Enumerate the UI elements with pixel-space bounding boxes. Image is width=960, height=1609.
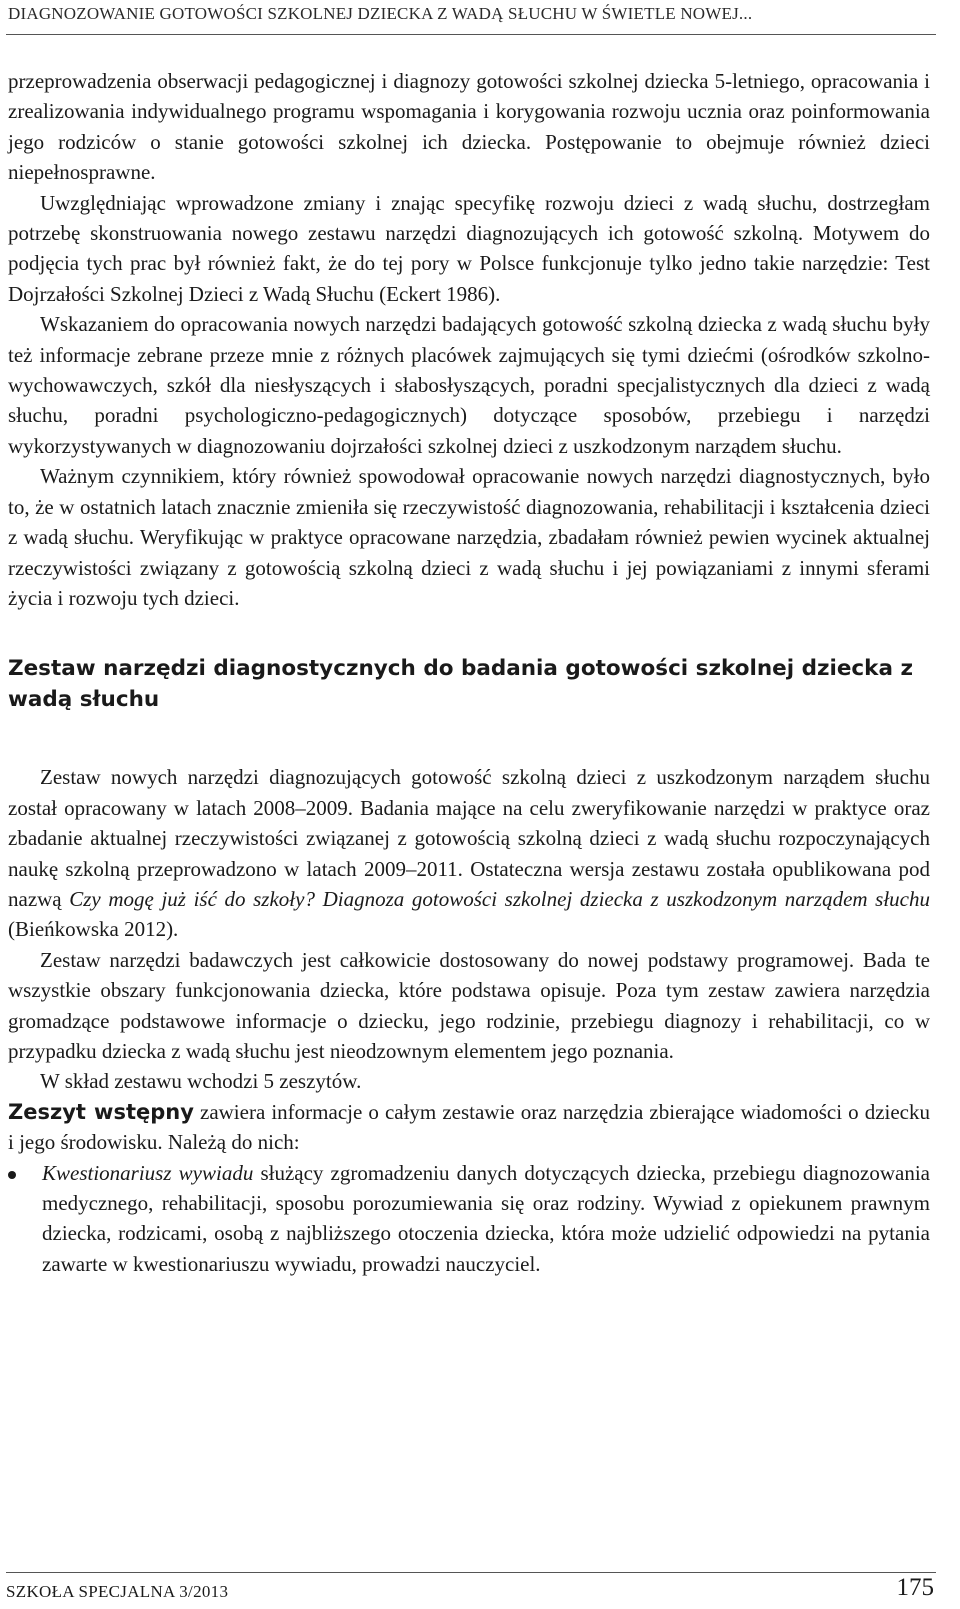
document-body: [8, 66, 930, 1279]
body-paragraph-1: przeprowadzenia obserwacji pedagogicznej i diagnozy gotowości szkolnej dziecka 5-letniego, opracowania i zrealizowania indywidualnego programu wspomagania i korygowania rozwoju ucznia oraz poinformowania jego rodziców o stanie gotowości szkolnej ich dziecka. Postępowanie to obejmuje również dzieci niepełnosprawne.: [8, 69, 930, 185]
zeszyt-wstepny-label: Zeszyt wstępny: [8, 1099, 194, 1124]
header-rule: [6, 34, 936, 35]
section-paragraph-2: Zestaw narzędzi badawczych jest całkowicie dostosowany do nowej podstawy programowej. Bada te wszystkie obszary funkcjonowania dziecka, które podstawa opisuje. Poza tym zestaw zawiera narzędzia gromadzące podstawowe informacje o dziecku, jego rodzinie, przebiegu diagnozy i rehabilitacji, co w przypadku dziecka z wadą słuchu jest nieodzownym elementem jego poznania.: [8, 947, 930, 1063]
section-paragraph-4-rest: zawiera informacje o całym zestawie oraz narzędzia zbierające wiadomości o dziecku i jego środowisku. Należą do nich:: [8, 1099, 931, 1155]
list-item: [8, 1158, 930, 1280]
running-header: DIAGNOZOWANIE GOTOWOŚCI SZKOLNEJ DZIECKA Z WADĄ SŁUCHU W ŚWIETLE NOWEJ...: [8, 4, 753, 23]
bullet-icon: [8, 1171, 16, 1179]
list-item-title: Kwestionariusz wywiadu: [42, 1160, 254, 1185]
page-number: 175: [896, 1574, 934, 1601]
section-heading: Zestaw narzędzi diagnostycznych do badania gotowości szkolnej dziecka z wadą słuchu: [8, 656, 913, 713]
body-paragraph-2: Uwzględniając wprowadzone zmiany i znając specyfikę rozwoju dzieci z wadą słuchu, dostrzegłam potrzebę skonstruowania nowego zestawu narzędzi diagnozujących ich gotowość szkolną. Motywem do podjęcia tych prac był również fakt, że do tej pory w Polsce funkcjonuje tylko jedno takie narzędzie: Test Dojrzałości Szkolnej Dzieci z Wadą Słuchu (Eckert 1986).: [8, 190, 930, 306]
body-paragraph-3: Wskazaniem do opracowania nowych narzędzi badających gotowość szkolną dziecka z wadą słuchu były też informacje zebrane przeze mnie z różnych placówek zajmujących się tymi dziećmi (ośrodków szkolno-wychowawczych, szkół dla niesłyszących i słabosłyszących, poradni specjalistycznych dla dzieci z wadą słuchu, poradni psychologiczno-pedagogicznych) dotyczące sposobów, przebiegu i narzędzi wykorzystywanych w diagnozowaniu dojrzałości szkolnej dzieci z uszkodzonym narządem słuchu.: [8, 312, 930, 458]
section-paragraph-3: W skład zestawu wchodzi 5 zeszytów.: [40, 1069, 362, 1094]
footer-rule: [6, 1572, 936, 1573]
page-footer: [6, 1572, 934, 1602]
section-paragraph-1: [8, 762, 930, 944]
journal-name: SZKOŁA SPECJALNA 3/2013: [6, 1582, 229, 1601]
publication-title: Czy mogę już iść do szkoły? Diagnoza gotowości szkolnej dziecka z uszkodzonym narządem słuchu: [69, 886, 930, 911]
section-paragraph-1-start: Zestaw nowych narzędzi diagnozujących gotowość szkolną dzieci z uszkodzonym narządem słuchu został opracowany w latach 2008–2009. Badania mające na celu zweryfikowanie narzędzi w praktyce oraz zbadanie aktualnej rzeczywistości związanej z gotowością szkolną dzieci z wadą słuchu rozpoczynających naukę szkolną przeprowadzono w latach 2009–2011. Ostateczna wersja zestawu została opublikowana pod nazwą: [8, 765, 930, 911]
list-item-text: służący zgromadzeniu danych dotyczących dziecka, przebiegu diagnozowania medycznego, rehabilitacji, sposobu porozumiewania się oraz rodziny. Wywiad z opiekunem prawnym dziecka, rodzicami, osobą z najbliższego otoczenia dziecka, która może udzielić odpowiedzi na pytania zawarte w kwestionariuszu wywiadu, prowadzi nauczyciel.: [42, 1160, 930, 1276]
tool-list: [8, 1158, 930, 1280]
body-paragraph-4: Ważnym czynnikiem, który również spowodował opracowanie nowych narzędzi diagnostycznych, było to, że w ostatnich latach znacznie zmieniła się rzeczywistość diagnozowania, rehabilitacji i kształcenia dzieci z wadą słuchu. Weryfikując w praktyce opracowane narzędzia, zbadałam również pewien wycinek aktualnej rzeczywistości związany z gotowością szkolną dzieci z wadą słuchu i jej powiązaniami z innymi sferami życia i rozwoju tych dzieci.: [8, 464, 930, 610]
section-paragraph-1-end: (Bieńkowska 2012).: [8, 917, 179, 942]
section-paragraph-4: [8, 1097, 930, 1158]
